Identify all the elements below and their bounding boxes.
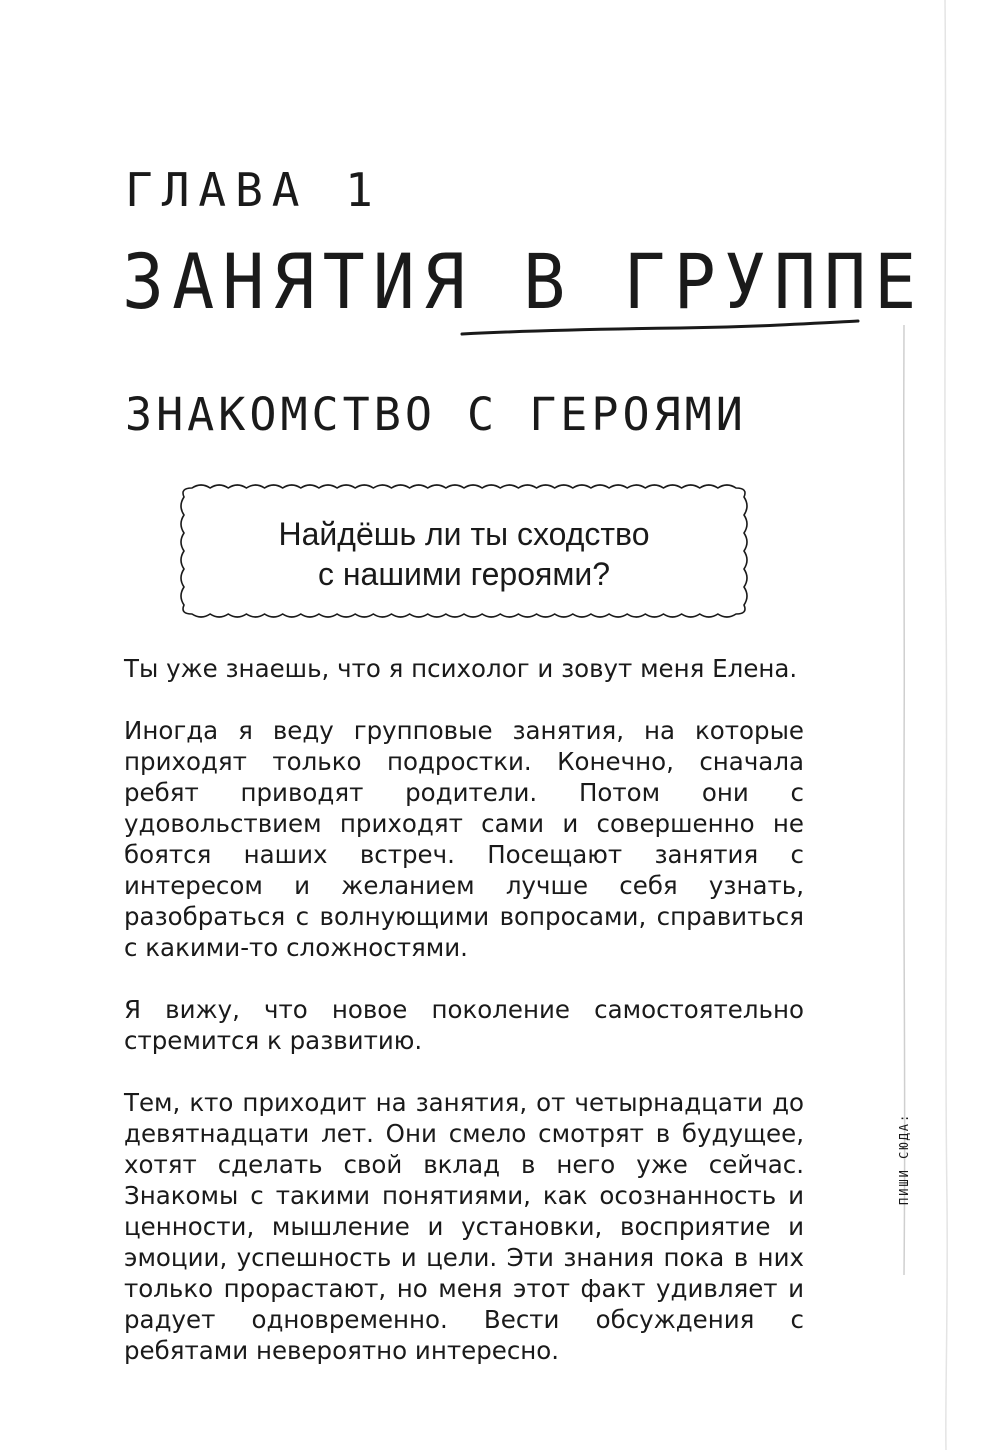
notes-label: ПИШИ СЮДА: xyxy=(897,1112,911,1205)
chapter-label: ГЛАВА 1 xyxy=(125,163,382,217)
title-underline xyxy=(460,312,860,342)
paragraph: Ты уже знаешь, что я психолог и зовут меня Елена. xyxy=(124,654,798,683)
chapter-title: ЗАНЯТИЯ В ГРУППЕ xyxy=(122,238,925,327)
section-title: ЗНАКОМСТВО С ГЕРОЯМИ xyxy=(125,388,747,441)
callout-box xyxy=(178,478,750,624)
body-text xyxy=(124,653,804,1397)
paragraph: Я вижу, что новое поколение самостоятельно стремится к развитию. xyxy=(124,995,804,1055)
paragraph: Иногда я веду групповые занятия, на которые приходят только подростки. Конечно, сначала ребят приводят родители. Потом они с удовольствием приходят сами и совершенно не боятся наших встреч. Посещают занятия с интересом и желанием лучше себя узнать, разобраться с волнующими вопросами, справиться с какими-то сложностями. xyxy=(124,716,804,962)
callout-line-2: с нашими героями? xyxy=(317,556,611,592)
paragraph: Тем, кто приходит на занятия, от четырнадцати до девятнадцати лет. Они смело смотрят в будущее, хотят сделать свой вклад в него уже сейчас. Знакомы с такими понятиями, как осознанность и ценности, мышление и установки, восприятие и эмоции, успешность и цели. Эти знания пока в них только прорастают, но меня этот факт удивляет и радует одновременно. Вести обсуждения с ребятами невероятно интересно. xyxy=(124,1088,804,1365)
callout-question xyxy=(178,514,750,594)
callout-line-1: Найдёшь ли ты сходство xyxy=(278,516,650,552)
